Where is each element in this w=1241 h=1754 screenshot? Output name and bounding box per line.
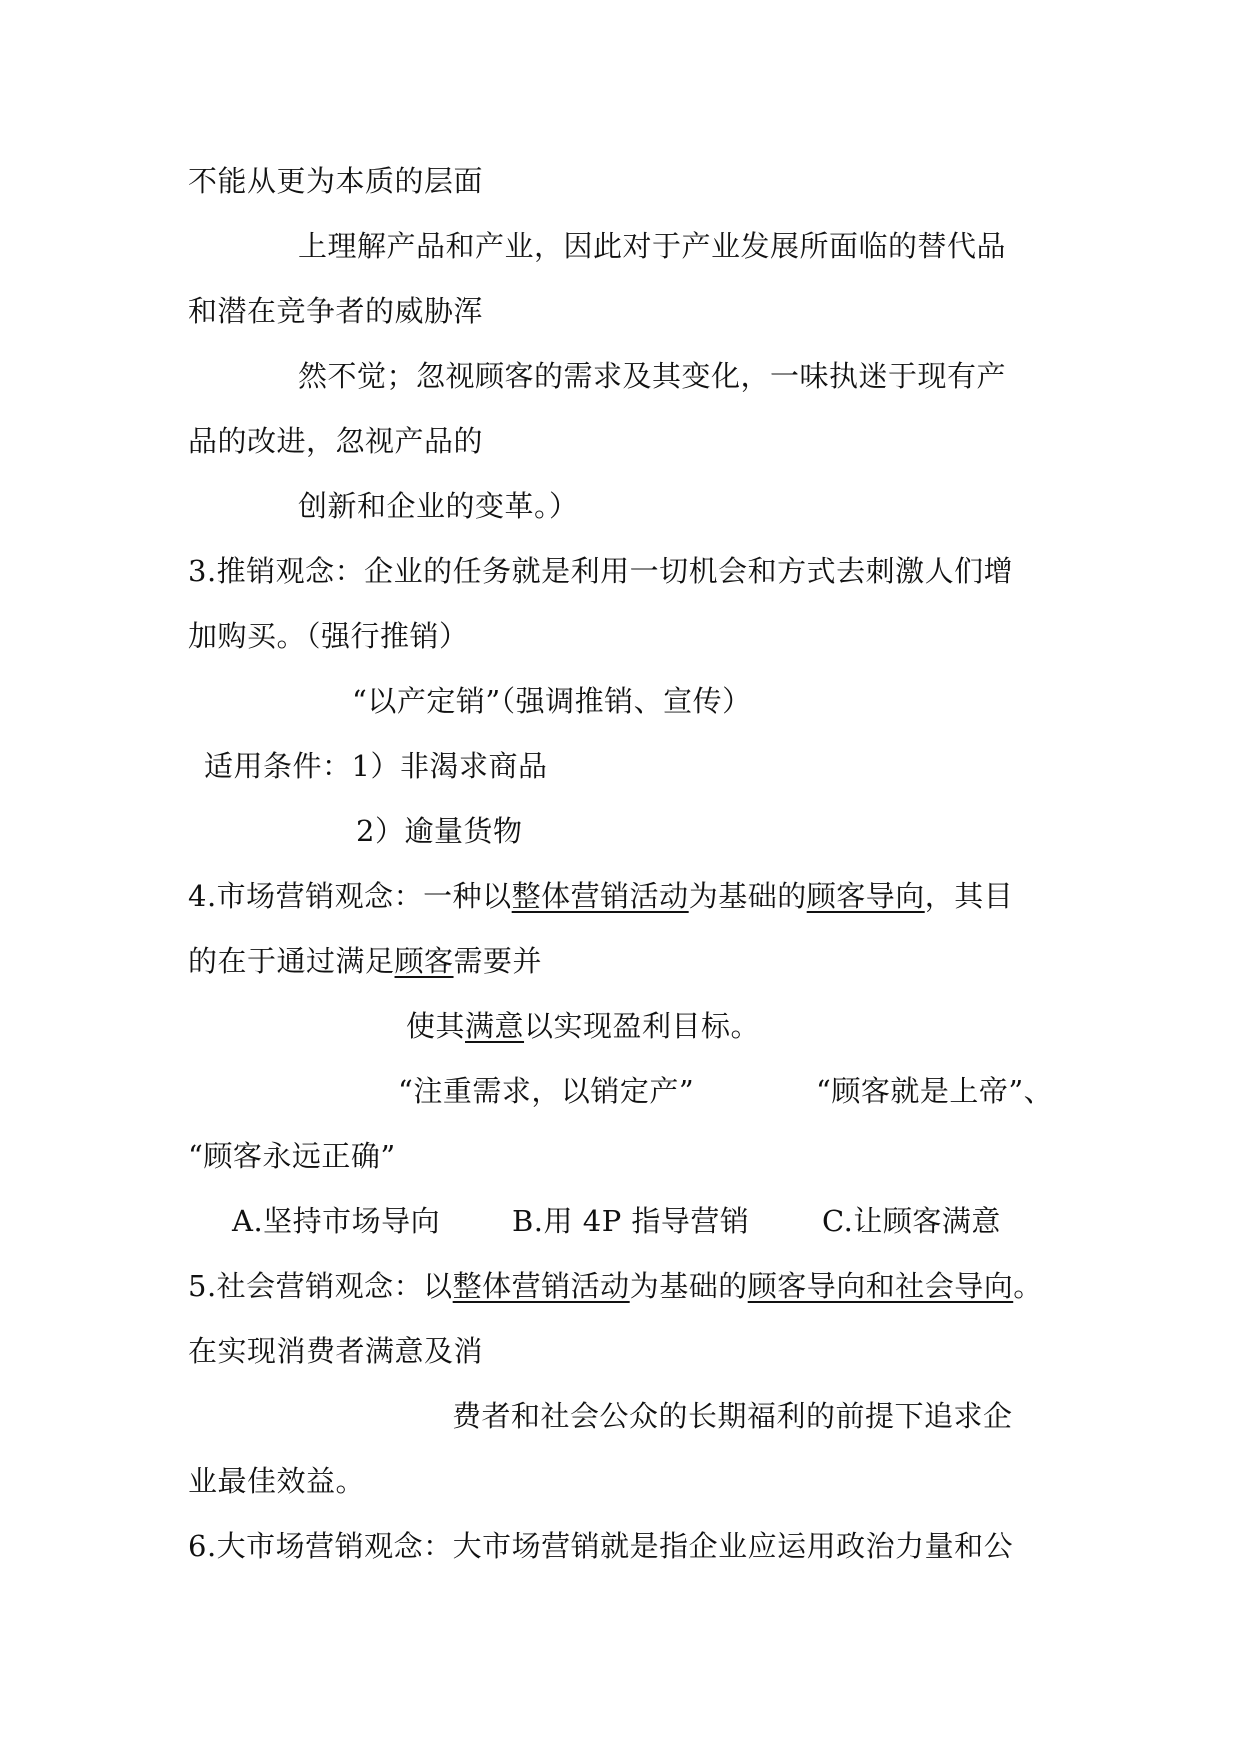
text-span: 需要并 <box>453 944 543 978</box>
text-line: 不能从更为本质的层面 <box>188 164 484 198</box>
quote-text: “顾客就是上帝”、 <box>816 1074 1054 1108</box>
text-line: 和潜在竞争者的威胁浑 <box>188 294 484 328</box>
text-span: 以实现盈利目标。 <box>524 1009 761 1043</box>
section-heading-5 <box>188 1266 1043 1306</box>
section-heading-3: 3.推销观念：企业的任务就是利用一切机会和方式去刺激人们增 <box>188 554 1014 588</box>
text-line: 上理解产品和产业，因此对于产业发展所面临的替代品 <box>298 229 1007 263</box>
underlined-term: 整体营销活动 <box>452 1269 630 1303</box>
underlined-term: 顾客导向 <box>806 879 925 913</box>
text-line: 然不觉；忽视顾客的需求及其变化，一味执迷于现有产 <box>298 359 1007 393</box>
text-span: 5.社会营销观念：以 <box>188 1269 453 1303</box>
text-span: 的在于通过满足 <box>188 944 395 978</box>
text-line: “以产定销”（强调推销、宣传） <box>352 684 752 718</box>
text-line <box>188 941 542 981</box>
underlined-term: 顾客 <box>394 944 454 978</box>
underlined-term: 满意 <box>465 1009 525 1043</box>
text-line: 加购买。（强行推销） <box>188 619 469 653</box>
text-line: 业最佳效益。 <box>188 1464 366 1498</box>
section-heading-6: 6.大市场营销观念：大市场营销就是指企业应运用政治力量和公 <box>188 1529 1014 1563</box>
text-line: 品的改进，忽视产品的 <box>188 424 484 458</box>
text-line: 在实现消费者满意及消 <box>188 1334 484 1368</box>
text-line: 适用条件：1）非渴求商品 <box>204 749 548 783</box>
option-a: A.坚持市场导向 <box>232 1204 441 1238</box>
option-b: B.用 4P 指导营销 <box>512 1204 750 1238</box>
text-line <box>406 1006 760 1046</box>
text-line: 创新和企业的变革。） <box>298 489 579 523</box>
text-span: 。 <box>1013 1269 1043 1303</box>
text-span: 使其 <box>406 1009 466 1043</box>
underlined-term: 顾客导向和社会导向 <box>747 1269 1014 1303</box>
text-line: 2）逾量货物 <box>356 814 523 848</box>
text-span: 4.市场营销观念：一种以 <box>188 879 512 913</box>
quote-text: “注重需求，以销定产” <box>398 1074 695 1108</box>
text-span: 为基础的 <box>629 1269 748 1303</box>
option-c: C.让顾客满意 <box>822 1204 1001 1238</box>
text-span: ，其目 <box>924 879 1014 913</box>
underlined-term: 整体营销活动 <box>511 879 689 913</box>
text-span: 为基础的 <box>688 879 807 913</box>
text-line: 费者和社会公众的长期福利的前提下追求企 <box>452 1399 1013 1433</box>
quote-text: “顾客永远正确” <box>188 1139 396 1173</box>
section-heading-4 <box>188 876 1013 916</box>
